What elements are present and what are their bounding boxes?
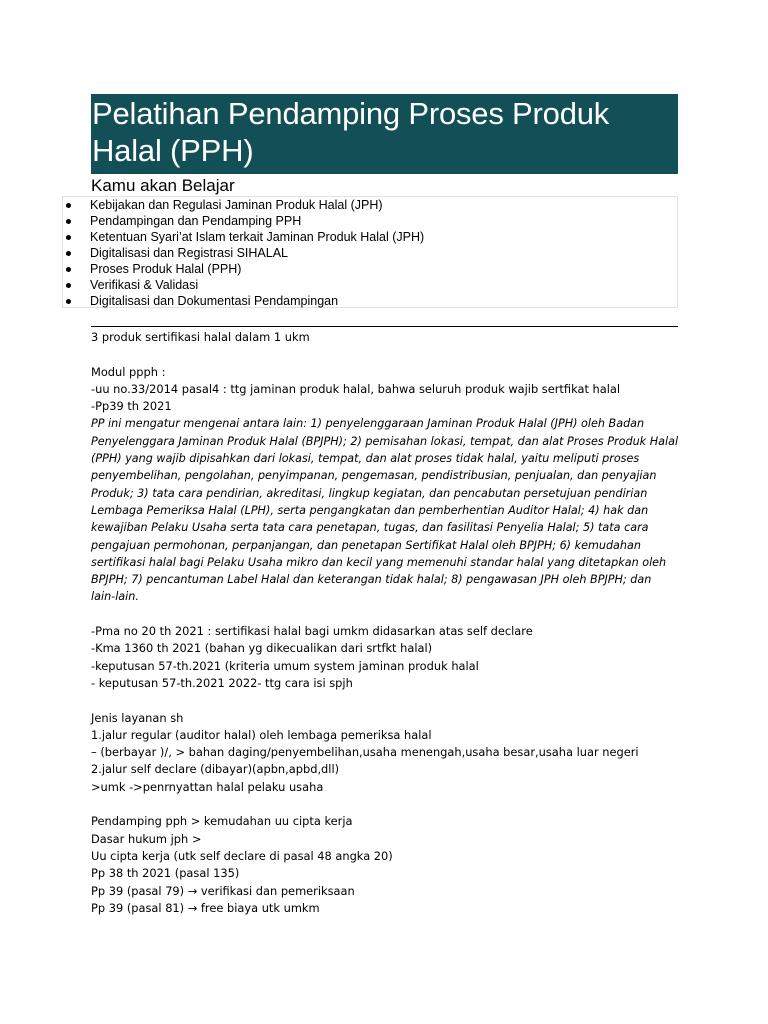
pendamping-line: Pp 39 (pasal 79) → verifikasi dan pemeriksaan <box>91 883 355 898</box>
reg-line: -keputusan 57-th.2021 (kriteria umum system jaminan produk halal <box>91 658 479 673</box>
layanan-line: >umk ->penrnyattan halal pelaku usaha <box>91 779 324 794</box>
list-item: Pendampingan dan Pendamping PPH <box>62 213 424 229</box>
paragraph-line: PP ini mengatur mengenai antara lain: 1) penyelenggaraan Jaminan Produk Halal (JPH) oleh Badan <box>91 417 645 431</box>
list-item: Kebijakan dan Regulasi Jaminan Produk Halal (JPH) <box>62 197 424 213</box>
paragraph-line: (PPH) yang wajib dipisahkan dari lokasi, tempat, dan alat proses tidak halal, yaitu meliputi proses <box>91 452 640 466</box>
learning-topics-list <box>62 197 424 309</box>
bullet-icon <box>66 203 71 208</box>
bullet-icon <box>66 299 71 304</box>
bullet-icon <box>66 219 71 224</box>
pendamping-line: Uu cipta kerja (utk self declare di pasal 48 angka 20) <box>91 848 393 863</box>
bullet-icon <box>66 283 71 288</box>
layanan-line: Jenis layanan sh <box>91 710 184 725</box>
reg-line: -Kma 1360 th 2021 (bahan yg dikecualikan dari srtfkt halal) <box>91 641 433 656</box>
notes-intro: 3 produk sertifikasi halal dalam 1 ukm <box>91 330 310 344</box>
paragraph-line: penyembelihan, pengolahan, penyimpanan, pengemasan, pendistribusian, penjualan, dan penyajian <box>91 469 657 483</box>
list-item: Digitalisasi dan Dokumentasi Pendampingan <box>62 293 424 309</box>
pp-summary-paragraph <box>91 415 679 605</box>
section-subheading: Kamu akan Belajar <box>91 176 235 195</box>
pp39-line: -Pp39 th 2021 <box>91 399 172 414</box>
pendamping-line: Pp 39 (pasal 81) → free biaya utk umkm <box>91 900 320 915</box>
layanan-line: 1.jalur regular (auditor halal) oleh lembaga pemeriksa halal <box>91 727 432 742</box>
layanan-line: – (berbayar )/, > bahan daging/penyembelihan,usaha menengah,usaha besar,usaha luar negeri <box>91 745 639 760</box>
paragraph-line: kewajiban Pelaku Usaha serta tata cara penetapan, tugas, dan fasilitasi Penyelia Halal; 5) tata cara <box>91 521 649 535</box>
horizontal-divider <box>91 326 678 327</box>
pendamping-line: Dasar hukum jph > <box>91 831 202 846</box>
bullet-icon <box>66 235 71 240</box>
reg-line: -Pma no 20 th 2021 : sertifikasi halal bagi umkm didasarkan atas self declare <box>91 624 533 639</box>
page-title: Pelatihan Pendamping Proses Produk Halal (PPH) <box>91 94 678 174</box>
layanan-line: 2.jalur self declare (dibayar)(apbn,apbd,dll) <box>91 762 340 777</box>
bullet-icon <box>66 251 71 256</box>
list-item: Digitalisasi dan Registrasi SIHALAL <box>62 245 424 261</box>
pendamping-line: Pp 38 th 2021 (pasal 135) <box>91 866 240 881</box>
bullet-icon <box>66 267 71 272</box>
notes-body <box>91 329 691 917</box>
paragraph-line: Lembaga Pemeriksa Halal (LPH), serta pengangkatan dan pemberhentian Auditor Halal; 4) hak dan <box>91 503 649 517</box>
reg-line: - keputusan 57-th.2021 2022- ttg cara isi spjh <box>91 675 353 690</box>
list-item: Verifikasi & Validasi <box>62 277 424 293</box>
list-item: Ketentuan Syari’at Islam terkait Jaminan Produk Halal (JPH) <box>62 229 424 245</box>
list-item: Proses Produk Halal (PPH) <box>62 261 424 277</box>
paragraph-line: lain-lain. <box>91 590 139 604</box>
paragraph-line: sertifikasi halal bagi Pelaku Usaha mikro dan kecil yang memenuhi standar halal yang ditetapkan oleh <box>91 555 667 569</box>
uu-line: -uu no.33/2014 pasal4 : ttg jaminan produk halal, bahwa seluruh produk wajib sertfikat halal <box>91 381 621 396</box>
pendamping-line: Pendamping pph > kemudahan uu cipta kerja <box>91 814 353 829</box>
modul-heading: Modul ppph : <box>91 364 166 379</box>
paragraph-line: BPJPH; 7) pencantuman Label Halal dan keterangan tidak halal; 8) pengawasan JPH oleh BPJPH; dan <box>91 573 652 587</box>
paragraph-line: Penyelenggara Jaminan Produk Halal (BPJPH); 2) pemisahan lokasi, tempat, dan alat Proses Produk Halal <box>91 434 679 448</box>
paragraph-line: Produk; 3) tata cara pendirian, akreditasi, lingkup kegiatan, dan pencabutan persetujuan pendirian <box>91 486 648 500</box>
paragraph-line: pengajuan permohonan, perpanjangan, dan penetapan Sertifikat Halal oleh BPJPH; 6) kemudahan <box>91 538 641 552</box>
